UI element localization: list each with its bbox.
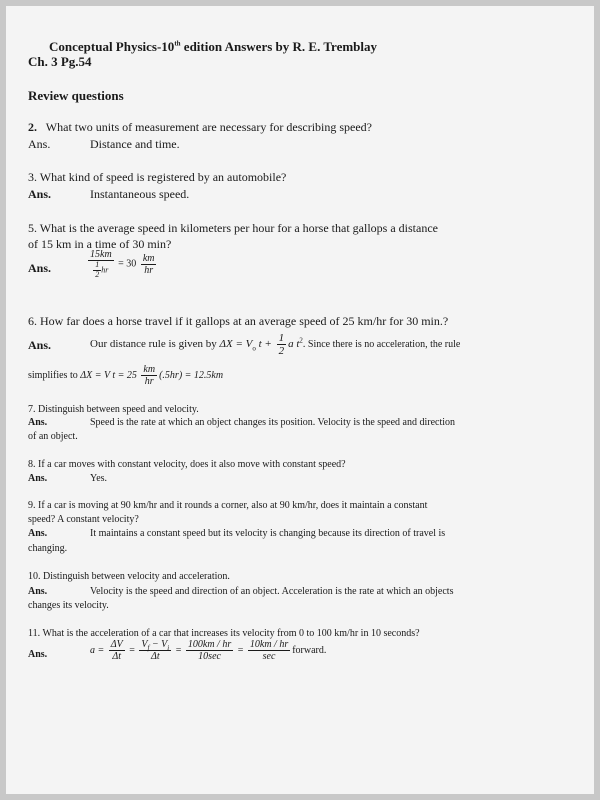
document-page xyxy=(6,6,594,794)
answer-text: It maintains a constant speed but its velocity is changing because its direction of travel is xyxy=(90,528,446,539)
answer-text: Velocity is the speed and direction of an object. Acceleration is the rate at which an objects xyxy=(90,586,454,597)
answer-2 xyxy=(28,137,180,152)
answer-10-line-2: changes its velocity. xyxy=(28,600,109,611)
question-7: 7. Distinguish between speed and velocity. xyxy=(28,404,199,415)
answer-text: Speed is the rate at which an object changes its position. Velocity is the speed and direction xyxy=(90,417,455,428)
answer-label: Ans. xyxy=(28,473,48,484)
fraction: $\frac{km}{hr}$ xyxy=(143,364,156,387)
document-title xyxy=(49,39,377,55)
answer-11-formula: a = $\frac{\Delta V}{\Delta t}$ = $\frac{V_f - V_i}{\Delta t}$ = $\frac{100km / hr}{10\sec}$ = $\frac{10km / hr}{\sec}$ forward. xyxy=(90,639,327,662)
question-5-line-2: of 15 km in a time of 30 min? xyxy=(28,237,172,251)
answer-7-line-2: of an object. xyxy=(28,431,78,442)
answer-9-line-2: changing. xyxy=(28,543,68,554)
answer-9-line-1 xyxy=(28,528,446,539)
answer-7-line-1 xyxy=(28,417,455,428)
answer-6-line-2: simplifies to ΔX = V t = 25 $\frac{km}{hr}$ (.5hr) = 12.5km xyxy=(28,364,224,387)
question-9-line-1: 9. If a car is moving at 90 km/hr and it rounds a corner, also at 90 km/hr, does it maintain a constant xyxy=(28,500,428,511)
answer-6-label: Ans. xyxy=(28,338,52,352)
fraction: $\frac{V_f - V_i}{\Delta t}$ xyxy=(141,639,170,662)
chapter-label: Ch. 3 Pg.54 xyxy=(28,54,92,69)
section-heading: Review questions xyxy=(28,88,124,103)
answer-text: Distance and time. xyxy=(90,137,180,151)
answer-5-label: Ans. xyxy=(28,261,52,275)
fraction: $\frac{100km / hr}{10\sec}$ xyxy=(187,639,232,662)
question-11: 11. What is the acceleration of a car that increases its velocity from 0 to 100 km/hr in 10 seconds? xyxy=(28,628,420,639)
question-number: 2. xyxy=(28,120,37,134)
answer-5-formula: 15km $\frac{1}{2}$ hr = 30 $\frac{km}{hr}$ xyxy=(90,249,155,279)
answer-label: Ans. xyxy=(28,137,51,151)
answer-label: Ans. xyxy=(28,586,48,597)
fraction: $\frac{\Delta V}{\Delta t}$ xyxy=(110,639,123,662)
question-10: 10. Distinguish between velocity and acceleration. xyxy=(28,571,230,582)
answer-text: Instantaneous speed. xyxy=(90,187,190,201)
title-text-rest: edition Answers by R. E. Tremblay xyxy=(180,39,378,54)
fraction: $\frac{1}{2}$ xyxy=(278,332,285,358)
answer-label: Ans. xyxy=(28,187,52,201)
answer-10-line-1 xyxy=(28,586,454,597)
answer-text: Yes. xyxy=(90,473,108,484)
question-9-line-2: speed? A constant velocity? xyxy=(28,514,139,525)
question-2 xyxy=(28,120,372,135)
fraction: 15km $\frac{1}{2}$ hr xyxy=(90,249,112,279)
fraction: $\frac{km}{hr}$ xyxy=(142,252,155,276)
question-6: 6. How far does a horse travel if it gallops at an average speed of 25 km/hr for 30 min.? xyxy=(28,314,449,328)
answer-8 xyxy=(28,473,108,484)
answer-label: Ans. xyxy=(28,528,48,539)
question-text: What two units of measurement are necessary for describing speed? xyxy=(45,120,373,134)
question-3: 3. What kind of speed is registered by an automobile? xyxy=(28,170,287,184)
title-text: Conceptual Physics-10 xyxy=(49,39,175,54)
answer-11-label: Ans. xyxy=(28,649,48,660)
answer-3 xyxy=(28,187,190,202)
title-superscript: th xyxy=(174,39,181,48)
answer-label: Ans. xyxy=(28,417,48,428)
fraction: $\frac{10km / hr}{\sec}$ xyxy=(249,639,289,662)
answer-6-line-1: Our distance rule is given by $\Delta X = V_o$ t + $\frac{1}{2}$ a $t^2$. Since there is no acceleration, the rule xyxy=(90,332,461,358)
question-8: 8. If a car moves with constant velocity, does it also move with constant speed? xyxy=(28,459,346,470)
question-5-line-1: 5. What is the average speed in kilometers per hour for a horse that gallops a distance xyxy=(28,221,438,235)
